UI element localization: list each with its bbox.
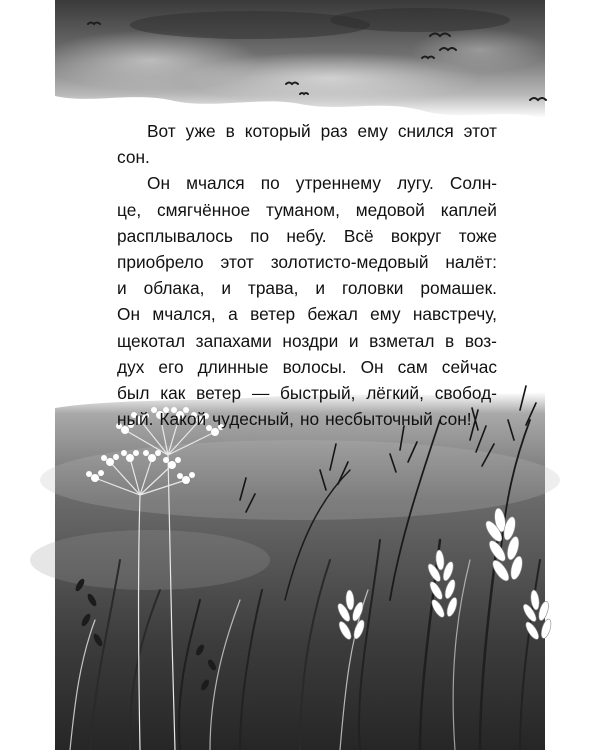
word: запахами (195, 330, 272, 351)
word: несбыточный (325, 409, 433, 430)
word: сам (397, 356, 428, 377)
word: утреннему (295, 173, 381, 194)
story-text (117, 118, 497, 432)
word: в (225, 121, 235, 141)
word: ветер (196, 382, 242, 403)
text-line (117, 249, 497, 275)
bird-icon (422, 57, 434, 59)
word: щекотал (117, 330, 186, 351)
word: ный. (117, 409, 154, 430)
word: этот (220, 251, 254, 272)
word: ромашек. (420, 278, 497, 299)
text-line (117, 223, 497, 249)
word: навстречу, (412, 304, 497, 325)
text-line (117, 118, 497, 144)
text-line (117, 354, 497, 380)
word: ему (357, 121, 388, 141)
word: по (260, 173, 280, 194)
word: и (315, 278, 326, 299)
word: бежал (307, 304, 358, 325)
word: ноздри (282, 330, 339, 351)
word: длинные (197, 356, 269, 377)
word: трава, (247, 278, 299, 299)
word: сейчас (441, 356, 497, 377)
word: Он (117, 304, 140, 325)
text-line (117, 380, 497, 406)
word: и (221, 278, 231, 299)
word: сон. (117, 147, 150, 168)
word: Солн- (449, 173, 497, 194)
word: как (160, 382, 186, 403)
word: свобод- (434, 382, 497, 403)
text-line (117, 328, 497, 354)
word: приобрело (117, 251, 204, 272)
word: а (228, 304, 238, 325)
word: дух (117, 356, 145, 377)
text-line (117, 170, 497, 196)
bird-icon (286, 83, 298, 85)
word: каплей (440, 199, 497, 220)
word: его (158, 356, 184, 377)
word: воз- (464, 330, 497, 351)
word: чудесный, (212, 409, 294, 430)
word: туманом, (265, 199, 340, 220)
word: раз (320, 121, 348, 141)
word: тоже (458, 225, 497, 246)
text-line (117, 197, 497, 223)
word: сон! (438, 409, 472, 430)
word: лёгкий, (366, 382, 424, 403)
word: Он (147, 173, 170, 194)
word: был (117, 382, 150, 403)
word: налёт: (445, 251, 497, 272)
word: Он (360, 356, 384, 377)
word: взметал (369, 330, 435, 351)
sky-area (40, 0, 600, 125)
word: лугу. (397, 173, 434, 194)
text-line (117, 144, 497, 170)
text-line (117, 301, 497, 327)
bird-icon (300, 93, 308, 94)
word: который (244, 121, 311, 141)
word: це, (117, 199, 142, 220)
word: вокруг (390, 225, 442, 246)
word: ему (370, 304, 401, 325)
word: — (251, 382, 270, 403)
word: медовой (355, 199, 425, 220)
word: этот (463, 121, 497, 141)
text-line (117, 275, 497, 301)
word: и (117, 278, 127, 299)
word: золотисто-медовый (270, 251, 429, 272)
word: волосы. (282, 356, 347, 377)
word: уже (185, 121, 216, 141)
word: мчался (186, 173, 245, 194)
word: но (299, 409, 320, 430)
word: по (250, 225, 270, 246)
text-line (117, 406, 497, 432)
word: смягчённое (157, 199, 251, 220)
word: Вот (147, 121, 176, 141)
word: Всё (343, 225, 374, 246)
word: облака, (143, 278, 205, 299)
word: небу. (286, 225, 327, 246)
word: расплывалось (117, 225, 233, 246)
word: Какой (159, 409, 207, 430)
word: головки (341, 278, 404, 299)
bird-icon (88, 23, 100, 25)
word: быстрый, (280, 382, 356, 403)
word: в (445, 330, 455, 351)
word: ветер (250, 304, 296, 325)
word: мчался, (152, 304, 216, 325)
word: и (348, 330, 359, 351)
word: снился (397, 121, 454, 141)
